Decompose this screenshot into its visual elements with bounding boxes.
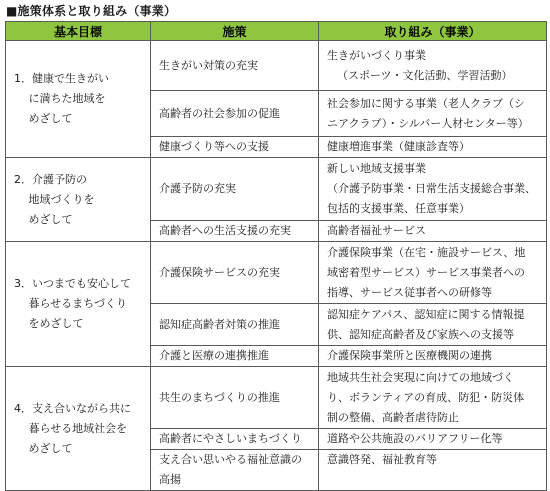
action-line: （スポーツ・文化活動、学習活動） bbox=[337, 68, 513, 82]
measure-cell: 健康づくり等への支援 bbox=[151, 137, 319, 158]
action-line: 認知症ケアパス、認知症に関する情報提 bbox=[327, 307, 525, 321]
measure-cell: 介護保険サービスの充実 bbox=[151, 242, 319, 304]
header-goal: 基本目標 bbox=[6, 22, 151, 41]
measure-cell: 認知症高齢者対策の推進 bbox=[151, 304, 319, 346]
goal-3-cell bbox=[6, 242, 151, 367]
goal-1-cell bbox=[6, 41, 151, 158]
table-row bbox=[6, 242, 547, 304]
action-line: （介護予防事業・日常生活支援総合事業、 bbox=[327, 182, 536, 195]
goal-4-cell bbox=[6, 367, 151, 491]
action-line: 地域共生社会実現に向けての地域づく bbox=[327, 370, 514, 384]
table-row bbox=[6, 367, 547, 429]
measure-line: 支え合い思いやる福祉意識の bbox=[159, 453, 302, 466]
action-line: 域密着型サービス）サービス事業者への bbox=[327, 265, 525, 279]
measure-cell: 介護と医療の連携推進 bbox=[151, 346, 319, 367]
action-line: 新しい地域支援事業 bbox=[327, 162, 426, 175]
table-header-row bbox=[6, 22, 547, 41]
action-line: り、ボランティアの育成、防犯・防災体 bbox=[327, 390, 525, 404]
document-title: ■施策体系と取り組み（事業） bbox=[6, 4, 177, 18]
table-row bbox=[6, 41, 547, 91]
goal-line: 1．健康で生きがい bbox=[14, 72, 109, 85]
goal-line: をめざして bbox=[14, 317, 84, 330]
table-row bbox=[6, 158, 547, 221]
goal-line: めざして bbox=[14, 441, 73, 455]
policy-table bbox=[5, 21, 547, 491]
action-cell bbox=[319, 367, 547, 429]
action-cell bbox=[319, 158, 547, 221]
action-cell bbox=[319, 242, 547, 304]
goal-line: 2．介護予防の bbox=[14, 172, 87, 186]
goal-line: 暮らせる地域社会を bbox=[14, 421, 128, 435]
action-cell: 高齢者福祉サービス bbox=[319, 221, 547, 242]
action-cell: 健康増進事業（健康診査等） bbox=[319, 137, 547, 158]
action-cell: 道路や公共施設のバリアフリー化等 bbox=[319, 429, 547, 450]
measure-cell bbox=[151, 450, 319, 491]
action-cell: 意識啓発、福祉教育等 bbox=[319, 450, 547, 491]
action-line: 生きがいづくり事業 bbox=[327, 48, 426, 62]
goal-line: 4．支え合いながら共に bbox=[14, 401, 131, 415]
measure-cell: 介護予防の充実 bbox=[151, 158, 319, 221]
goal-2-cell bbox=[6, 158, 151, 242]
header-action: 取り組み（事業） bbox=[319, 22, 547, 41]
action-cell bbox=[319, 91, 547, 137]
goal-line: 暮らせるまちづくり bbox=[14, 297, 128, 310]
action-cell bbox=[319, 41, 547, 91]
goal-line: めざして bbox=[14, 112, 73, 125]
action-line: ニアクラブ）・シルバー人材センター等） bbox=[327, 116, 529, 130]
measure-cell: 高齢者への生活支援の充実 bbox=[151, 221, 319, 242]
action-line: 介護保険事業（在宅・施設サービス、地 bbox=[327, 245, 526, 259]
measure-cell: 高齢者にやさしいまちづくり bbox=[151, 429, 319, 450]
action-cell bbox=[319, 304, 547, 346]
action-line: 供、認知症高齢者及び家族への支援等 bbox=[327, 327, 514, 341]
action-line: 指導、サービス従事者への研修等 bbox=[327, 285, 492, 299]
measure-cell: 高齢者の社会参加の促進 bbox=[151, 91, 319, 137]
action-line: 社会参加に関する事業（老人クラブ（シ bbox=[327, 96, 525, 110]
goal-line: に満ちた地域を bbox=[14, 92, 106, 105]
goal-line: めざして bbox=[14, 212, 73, 226]
measure-cell: 生きがい対策の充実 bbox=[151, 41, 319, 91]
measure-cell: 共生のまちづくりの推進 bbox=[151, 367, 319, 429]
action-cell: 介護保険事業所と医療機関の連携 bbox=[319, 346, 547, 367]
action-line: 包括的支援事業、任意事業） bbox=[327, 202, 470, 215]
measure-line: 高揚 bbox=[159, 473, 181, 486]
action-line: 制の整備、高齢者虐待防止 bbox=[327, 410, 459, 424]
header-measure: 施策 bbox=[151, 22, 319, 41]
goal-line: 地域づくりを bbox=[14, 192, 95, 206]
goal-line: 3．いつまでも安心して bbox=[14, 277, 131, 290]
